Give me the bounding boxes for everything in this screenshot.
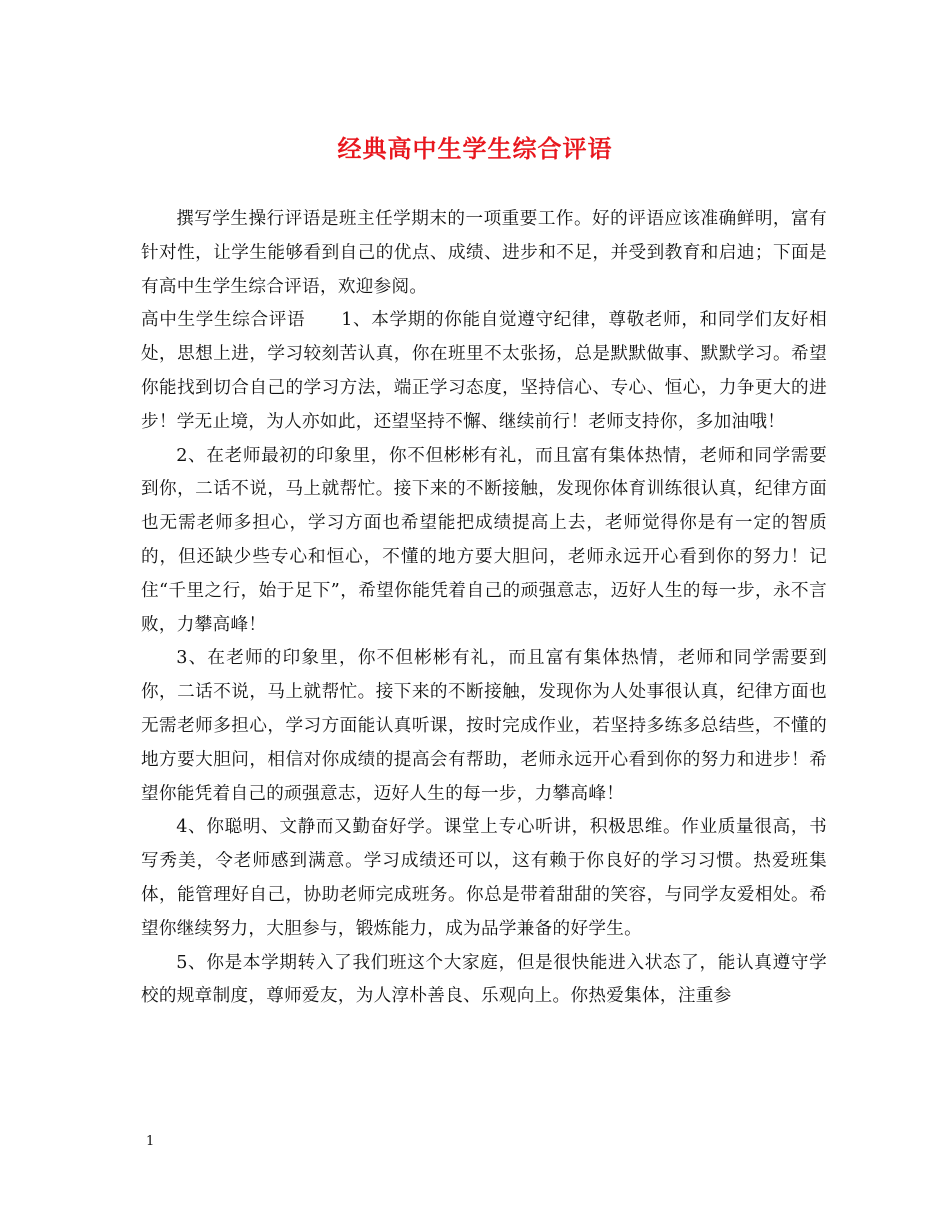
document-body: [141, 203, 827, 1014]
comment-paragraph-4: 4、你聪明、文静而又勤奋好学。课堂上专心听讲，积极思维。作业质量很高，书写秀美，令老师感到满意。学习成绩还可以，这有赖于你良好的学习习惯。热爱班集体，能管理好自己，协助老师完成班务。你总是带着甜甜的笑容，与同学友爱相处。希望你继续努力，大胆参与，锻炼能力，成为品学兼备的好学生。: [141, 817, 827, 939]
comment-paragraph-1: [141, 304, 827, 439]
document-title: 经典高中生学生综合评语: [337, 135, 613, 163]
comment-paragraph-2: 2、在老师最初的印象里，你不但彬彬有礼，而且富有集体热情，老师和同学需要到你，二话不说，马上就帮忙。接下来的不断接触，发现你体育训练很认真，纪律方面也无需老师多担心，学习方面也希望能把成绩提高上去，老师觉得你是有一定的智质的，但还缺少些专心和恒心，不懂的地方要大胆问，老师永远开心看到你的努力！记住“千里之行，始于足下”，希望你能凭着自己的顽强意志，迈好人生的每一步，永不言败，力攀高峰！: [141, 445, 827, 635]
comment-paragraph-3: 3、在老师的印象里，你不但彬彬有礼，而且富有集体热情，老师和同学需要到你，二话不说，马上就帮忙。接下来的不断接触，发现你为人处事很认真，纪律方面也无需老师多担心，学习方面能认真听课，按时完成作业，若坚持多练多总结些，不懂的地方要大胆问，相信对你成绩的提高会有帮助，老师永远开心看到你的努力和进步！希望你能凭着自己的顽强意志，迈好人生的每一步，力攀高峰！: [141, 648, 827, 804]
comment-text-1: 1、本学期的你能自觉遵守纪律，尊敬老师，和同学们友好相处，思想上进，学习较刻苦认真，你在班里不太张扬，总是默默做事、默默学习。希望你能找到切合自己的学习方法，端正学习态度，坚持信心、专心、恒心，力争更大的进步！学无止境，为人亦如此，还望坚持不懈、继续前行！老师支持你，多加油哦！: [141, 310, 827, 432]
page-number: 1: [146, 1134, 155, 1149]
comment-paragraph-5: 5、你是本学期转入了我们班这个大家庭，但是很快能进入状态了，能认真遵守学校的规章制度，尊师爱友，为人淳朴善良、乐观向上。你热爱集体，注重参: [141, 952, 827, 1007]
intro-paragraph: 撰写学生操行评语是班主任学期末的一项重要工作。好的评语应该准确鲜明，富有针对性，让学生能够看到自己的优点、成绩、进步和不足，并受到教育和启迪；下面是有高中生学生综合评语，欢迎参阅。: [141, 209, 827, 297]
section-label: 高中生学生综合评语: [141, 310, 306, 331]
